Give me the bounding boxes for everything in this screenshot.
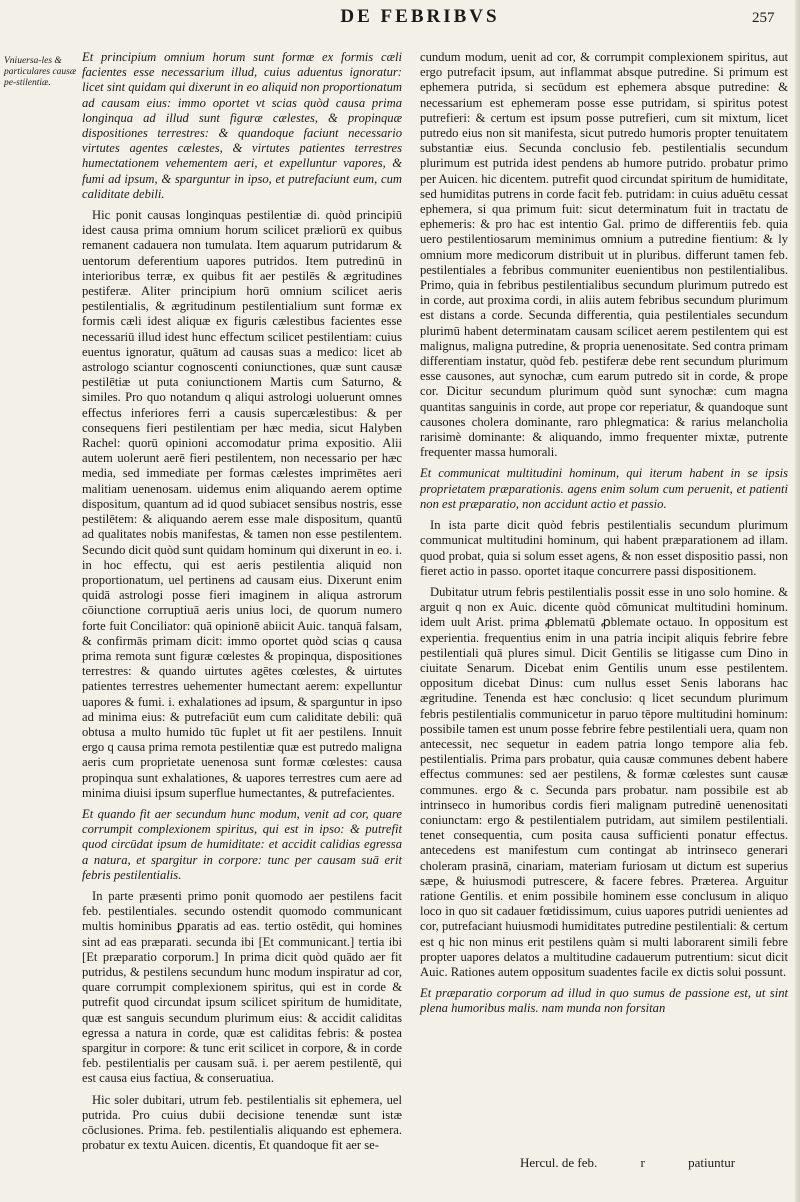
commentary-paragraph: In parte præsenti primo ponit quomodo aer pestilens facit feb. pestilentiales. secundo ostendit quomodo communicant multis hominibus ꝑparatis ad eas. tertio ostēdit, qui homines sint ad eas præparati. secunda ibi [Et communicant.] tertia ibi [Et præparatio corporum.] In prima dicit quòd quādo aer fit putridus, & pestilens secundum hunc modum inspiratur ad cor, quare corrumpit complexionem spiritus, qui est in corde & putrefit quod circundat ipsum scilicet spiritum de humiditate, quæ est sanguis secundum plurimum eius: & accidit caliditas egressa a natura in corde, quæ est caliditas febris: & postea spargitur in corpore: & tunc erit scilicet in corpore, & in corde feb. pestilentialis per causam suā. i. per aerem pestilentē, qui est causa eius factiua, & conseruatiua. (82, 888, 402, 1086)
commentary-paragraph: In ista parte dicit quòd febris pestilentialis secundum plurimum communicat multitudini hominum, qui habent præparationem ad illam. quod probat, quia si solum esset agens, & non esset dispositio passi, non fieret actio in passo. oportet itaque concurrere passi dispositionem. (420, 518, 788, 578)
left-column (82, 50, 402, 1159)
commentary-paragraph: Hic soler dubitari, utrum feb. pestilentialis sit ephemera, uel putrida. Pro cuius dubii decisione tenendæ sunt istæ cōclusiones. Prima. feb. pestilentialis aliquando est ephemera. probatur ex textu Auicen. dicentis, Et quandoque fit aer se- (82, 1092, 402, 1153)
margin-note: Vniuersa-les & particulares causæ pe-stilentiæ. (4, 56, 77, 88)
running-head-title: DE FEBRIBVS (340, 6, 500, 27)
commentary-paragraph: Dubitatur utrum febris pestilentialis possit esse in uno solo homine. & arguit q non ex Auic. dicente quòd cōmunicat multitudini hominum. idem uult Arist. prima ꝓblematū ꝓblemate octauo. In oppositum est experientia. frequentius enim in una patria incipit aliquis febrire febre pestilentiali quā plures simul. Dicit Gentilis se litigasse cum Dino in ciuitate Senarum. Dicebat enim Gentilis unum esse pestilentem. oppositum dicebat Dinus: cum nullus esset Senis laborans hac ægritudine. Tenenda est hæc conclusio: q licet secundum plurimum febris pestilentialis communicetur in paruo tēpore multitudini hominum: possibile tamen est unum posse febrire febre pestilentiali uera, quam non antecessit, nec sequetur in eadem patria longo tempore alia feb. pestilentialis. Prima pars probatur, quia causæ communes debent habere effectus communes: sed aer pestilens, & formæ cœlestes sunt causæ communes. ergo & c. Secunda pars probatur. nam possibile est ab intrinseco in humoribus cordis fieri malignam putredinē uenenositati coniunctam: ergo & pestilentialem putridam, aut similem pestilentiali. tenet consequentia, cum posita causa sufficienti ponatur effectus. antecedens est manifestum cum contingat ab intrinseco generari choleram prasinā, cinariam, materiam furiosam ut dictum est superius sæpe, & huiusmodi putrescere, & facere febres. Præterea. Arguitur ratione Gentilis. et enim possibile hominem esse conclusum in aliquo loco in quo sit cadauer fœtidissimum, cuius uapores putridi uenientes ad cor, putrefaciant huiusmodi humiditates putredine pestilentiali: & certum est q hic non minus erit pestilens quàm si multi laborarent simili febre propter uapores delatos a multitudine cadauerum putrentium: sicut dicit Auic. Rationes autem oppositum suadentes facile ex dictis solui possunt. (420, 584, 788, 979)
lemma-text: Et communicat multitudini hominum, qui iterum habent in se ipsis proprietatem præparationis. agens enim solum cum peruenit, et patienti non est præparatio, non accidunt actio et passio. (420, 466, 788, 511)
signature-mark: r (640, 1155, 645, 1170)
lemma-text: Et præparatio corporum ad illud in quo sumus de passione est, ut sint plena humoribus malis. nam munda non forsitan (420, 986, 788, 1016)
page-edge-shadow (795, 0, 800, 1202)
page-number: 257 (752, 10, 775, 26)
page-footer (520, 1155, 775, 1171)
right-column (420, 50, 788, 1023)
lemma-text: Et principium omnium horum sunt formæ ex formis cæli facientes esse necessarium illud, cuius aduentus ignoratur: licet sint quidam qui dixerunt in eo aliquid non proportionatum ad causam eius: immo oportet vt scias quòd causa prima longinqua ad illud sunt figuræ cælestes, & propinquæ dispositiones terrestres: & quandoque faciunt necessario virtutes agentes cælestes, & virtutes patientes terrestres humectationem vehementem aeri, et expelluntur vapores, & fumi ad ipsum, & sparguntur in ipso, et putrefaciunt eum, cum caliditate debili. (82, 50, 402, 201)
lemma-text: Et quando fit aer secundum hunc modum, venit ad cor, quare corrumpit complexionem spiritus, qui est in ipso: & putrefit quod circūdat ipsum de humiditate: et accidit calidias egressa a natura, et spargitur in corpore: tunc per causam suā erit febris pestilentialis. (82, 806, 402, 882)
footer-running-title: Hercul. de feb. (520, 1155, 598, 1170)
catchword: patiuntur (688, 1155, 736, 1170)
commentary-paragraph: cundum modum, uenit ad cor, & corrumpit complexionem spiritus, aut ergo putrefacit ipsum, aut inflammat absque putredine. Si primum est ephemera putrida, si secūdum est ephemera absque putredine: & necessarium est ephemeram posse esse putridam, si spiritus potest putrefieri: & certum est ipsum posse putrefieri, cum sit mixtum, licet putredo eius non sit manifesta, sicut putredo humoris propter tenuitatem substantiæ eius. Secunda conclusio feb. pestilentialis secundum plurimum est putrida idest pendens ab humore putrido. probatur primo per Auicen. hic dicentem. putrefit quod circundat spiritum de humiditate, sed humiditas putrens in corde facit feb. putridam: in cuius aduētu cessat ephemera, si qua primum fuit: sicut determinatum fuit in tractatu de ephemeris: & pro hac est intentio Gal. primo de differentiis feb. quia uero pestilentiosarum meminimus omnium a putredine fientium: & ly omnium more medicorum distribuit ut in pluribus. differunt tamen feb. pestilentiales a febribus communiter euenientibus non pestilentialibus. Primo, quia in febribus pestilentialibus secundum plurimum putredo est in corde, aut proxima cordi, in aliis autem febribus secundum plurimum est distans a corde. Secunda differentia, quia pestilentiales secundum plurimū habent determinatam causam scilicet aerem pestilentem qui est malignus, maligna putredine, & propria uenenositate. Sed contra primam differentiam instatur, quòd feb. pestiferæ debe rent secundum plurimum esse causones, aut synochæ, cum earum putredo sit in corde, & prope cor. Dicitur secundum plurimum quòd sunt synochæ: cum magna quantitas sanguinis in corde, aut prope cor reperiatur, & quandoque sunt causones cholera dominante, raro phlegmatica: & rarius melancholia rarisimè dominante: & aliquando, immo frequenter mixtæ, putrente frequenter massa humorali. (420, 50, 788, 460)
commentary-paragraph: Hic ponit causas longinquas pestilentiæ di. quòd principiū idest causa prima omnium horum scilicet præliorū ex quibus remanent cadauera non tumulata. Item aquarum putridarum & uentorum deferentium uapores putridos. Item putredinū in interioribus terræ, ex quibus fit aer pestilēs & ægritudines pestiferæ. Aliter principium horū omnium scilicet aeris pestilentialis, & ægritudinum pestilentialium sunt formæ ex formis cæli idest aliquæ ex figuris cælestibus facientes esse necessariū illud idest hunc effectum scilicet pestilentiam: cuius euentus ignoratur, quātum ad causas suas a medico: licet ab astrologo sciantur cognoscenti coniunctiones, quæ sunt causæ pestilētiæ ut puta coniunctionem Martis cum Saturno, & similes. Pro quo notandum q aliqui astrologi uoluerunt omnes effectus inferiores ferri a causis supercælestibus: & per consequens fieri pestilentiam per hæc media, sicut Halyben Rachel: quorū opinioni accomodatur prima expositio. Alii autem uolerunt aerē fieri pestilentem, non necessario per hæc media, sed immediate per formas cælestes imprimētes aeri malitiam uenenosam. uidemus enim aliquando aerem optime dispositum, quantum ad id quod subiacet sensibus nostris, esse pestilētem: & aliquando aerem esse male dispositum, quantū ad qualitates nobis manifestas, & tamen non esse pestilentem. Secundo dicit quòd sunt quidam hominum qui dixerunt in eo. i. in hoc effectu, qui est aeris pestilentia aliquid non proportionatum, uel pertinens ad causam eius. Dixerunt enim quidā astrologi posse fieri imaginem in aliqua astrorum cōiunctione corruptiuā aeris unius loci, de quorum numero forte fuit Conciliator: quā opinionē abiicit Auic. tanquā falsam, & confirmās primam dicit: immo oportet quòd scias q causa prima remota sunt figuræ cœlestes & propinqua, dispositiones terrestres: & quando uirtutes agētes cœlestes, & uirtutes patientes terrestres uehementer humectant aerem: expelluntur uapores & fumi. i. exhalationes ad ipsum, & sparguntur in ipso ad minima eius: & putrefaciūt eum cum caliditate debili: quā obtusa a multo humido tūc fuplet ut fit aer pestilens. Innuit ergo q causa prima remota pestilentiæ quæ est putredo maligna aeris cum proprietate uenenosa sunt formæ cœlestes: causa propinqua sunt exhalationes, & uapores terrestres cum aere ad minima diuisi ipsum superflue humectantes, & putrefacientes. (82, 208, 402, 800)
